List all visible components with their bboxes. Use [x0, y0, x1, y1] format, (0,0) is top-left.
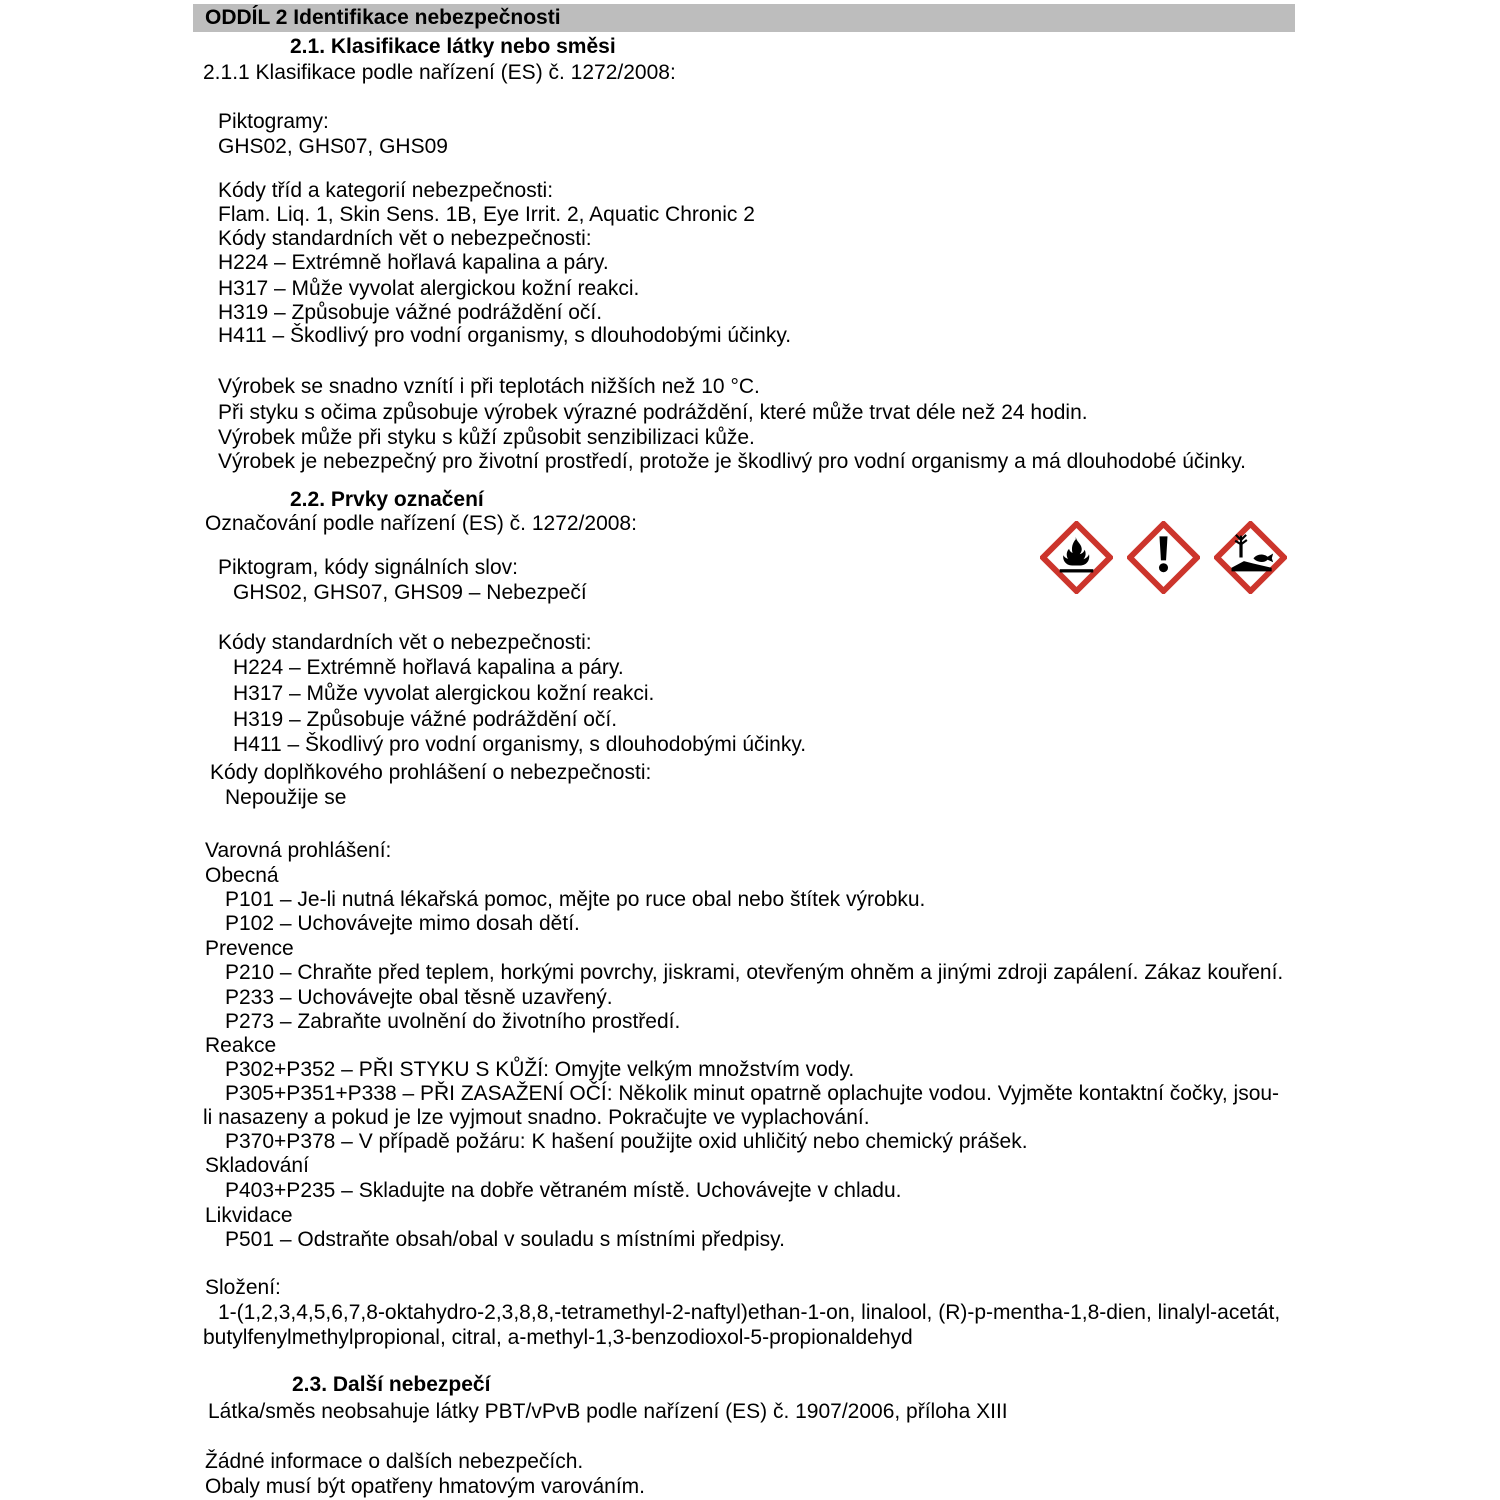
hazard-note: Výrobek je nebezpečný pro životní prostředí, protože je škodlivý pro vodní organismy a má dlouhodobé účinky.	[218, 450, 1247, 473]
class-category-label: Kódy tříd a kategorií nebezpečnosti:	[218, 179, 554, 202]
pbt-statement: Látka/směs neobsahuje látky PBT/vPvB podle nařízení (ES) č. 1907/2006, příloha XIII	[208, 1400, 1008, 1423]
pictogram-signal-codes: GHS02, GHS07, GHS09 – Nebezpečí	[233, 581, 587, 604]
hazard-statement-h319: H319 – Způsobuje vážné podráždění očí.	[218, 301, 603, 324]
precautionary-p302-p352: P302+P352 – PŘI STYKU S KŮŽÍ: Omyjte velkým množstvím vody.	[225, 1058, 855, 1081]
precautionary-p501: P501 – Odstraňte obsah/obal v souladu s místními předpisy.	[225, 1228, 785, 1251]
ghs02-flame-icon	[1040, 521, 1113, 594]
class-category-codes: Flam. Liq. 1, Skin Sens. 1B, Eye Irrit. 2, Aquatic Chronic 2	[218, 203, 755, 226]
composition-line2: butylfenylmethylpropional, citral, a-methyl-1,3-benzodioxol-5-propionaldehyd	[203, 1326, 913, 1349]
ghs07-exclamation-icon	[1127, 521, 1200, 594]
hazard-statement-h224: H224 – Extrémně hořlavá kapalina a páry.	[218, 251, 609, 274]
group-general-label: Obecná	[205, 864, 279, 887]
subheading-2-1-1: 2.1.1 Klasifikace podle nařízení (ES) č. 1272/2008:	[203, 61, 676, 84]
pictogram-codes: GHS02, GHS07, GHS09	[218, 135, 448, 158]
hazard-statements-label: Kódy standardních vět o nebezpečnosti:	[218, 227, 592, 250]
ghs09-environment-icon	[1214, 521, 1287, 594]
no-other-hazards-statement: Žádné informace o dalších nebezpečích.	[205, 1450, 584, 1473]
hazard-statement-h411: H411 – Škodlivý pro vodní organismy, s dlouhodobými účinky.	[218, 324, 792, 347]
supplemental-label: Kódy doplňkového prohlášení o nebezpečnosti:	[210, 761, 652, 784]
group-storage-label: Skladování	[205, 1154, 309, 1177]
precautionary-p210: P210 – Chraňte před teplem, horkými povrchy, jiskrami, otevřeným ohněm a jinými zdroji zapálení. Zákaz kouření.	[225, 961, 1284, 984]
pictogram-signal-label: Piktogram, kódy signálních slov:	[218, 556, 518, 579]
labelling-intro: Označování podle nařízení (ES) č. 1272/2008:	[205, 512, 637, 535]
tactile-warning-statement: Obaly musí být opatřeny hmatovým varováním.	[205, 1475, 646, 1498]
hazard-note: Výrobek se snadno vznítí i při teplotách nižších než 10 °C.	[218, 375, 760, 398]
hazard-statements-label: Kódy standardních vět o nebezpečnosti:	[218, 631, 592, 654]
precautionary-p305-line1: P305+P351+P338 – PŘI ZASAŽENÍ OČÍ: Několik minut opatrně oplachujte vodou. Vyjměte kontaktní čočky, jsou-	[225, 1082, 1280, 1105]
precautionary-label: Varovná prohlášení:	[205, 839, 392, 862]
group-prevention-label: Prevence	[205, 937, 294, 960]
composition-line1: 1-(1,2,3,4,5,6,7,8-oktahydro-2,3,8,8,-tetramethyl-2-naftyl)ethan-1-on, linalool, (R)-p-mentha-1,8-dien, linalyl-acetát,	[218, 1301, 1281, 1324]
supplemental-value: Nepoužije se	[225, 786, 347, 809]
precautionary-p403-p235: P403+P235 – Skladujte na dobře větraném místě. Uchovávejte v chladu.	[225, 1179, 902, 1202]
precautionary-p102: P102 – Uchovávejte mimo dosah dětí.	[225, 912, 580, 935]
precautionary-p233: P233 – Uchovávejte obal těsně uzavřený.	[225, 986, 613, 1009]
heading-2-3: 2.3. Další nebezpečí	[292, 1373, 491, 1396]
group-disposal-label: Likvidace	[205, 1204, 293, 1227]
section-header-title: ODDÍL 2 Identifikace nebezpečnosti	[205, 6, 561, 29]
precautionary-p101: P101 – Je-li nutná lékařská pomoc, mějte po ruce obal nebo štítek výrobku.	[225, 888, 926, 911]
precautionary-p370-p378: P370+P378 – V případě požáru: K hašení použijte oxid uhličitý nebo chemický prášek.	[225, 1130, 1028, 1153]
precautionary-p273: P273 – Zabraňte uvolnění do životního prostředí.	[225, 1010, 681, 1033]
hazard-statement-h319: H319 – Způsobuje vážné podráždění očí.	[233, 708, 618, 731]
heading-2-1: 2.1. Klasifikace látky nebo směsi	[290, 35, 616, 58]
hazard-statement-h317: H317 – Může vyvolat alergickou kožní reakci.	[233, 682, 655, 705]
hazard-statement-h317: H317 – Může vyvolat alergickou kožní reakci.	[218, 277, 640, 300]
precautionary-p305-line2: li nasazeny a pokud je lze vyjmout snadno. Pokračujte ve vyplachování.	[203, 1106, 870, 1129]
hazard-note: Výrobek může při styku s kůží způsobit senzibilizaci kůže.	[218, 426, 755, 449]
ghs-pictogram-row	[1040, 521, 1287, 594]
hazard-statement-h224: H224 – Extrémně hořlavá kapalina a páry.	[233, 656, 624, 679]
section-header-bar	[193, 4, 1295, 32]
group-response-label: Reakce	[205, 1034, 277, 1057]
hazard-note: Při styku s očima způsobuje výrobek výrazné podráždění, které může trvat déle než 24 hodin.	[218, 401, 1088, 424]
heading-2-2: 2.2. Prvky označení	[290, 488, 484, 511]
hazard-statement-h411: H411 – Škodlivý pro vodní organismy, s dlouhodobými účinky.	[233, 733, 807, 756]
pictograms-label: Piktogramy:	[218, 110, 329, 133]
composition-label: Složení:	[205, 1276, 281, 1299]
